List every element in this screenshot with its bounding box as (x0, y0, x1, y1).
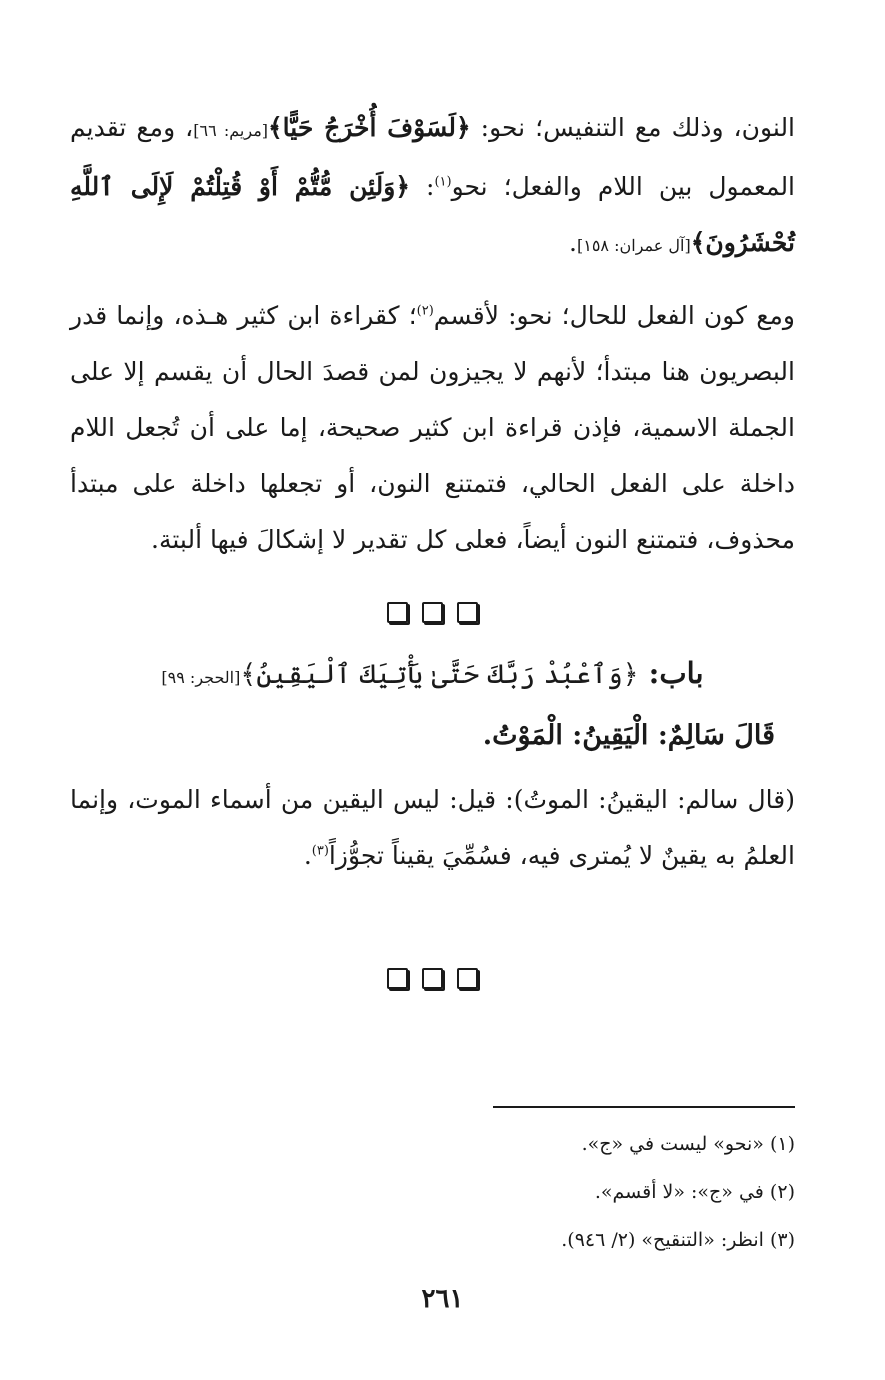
verse-reference: [الحجر: ٩٩] (161, 668, 241, 687)
footnote-divider (493, 1106, 795, 1108)
footnote-3: (٣) انظر: «التنقيح» (٢/ ٩٤٦). (561, 1229, 795, 1251)
hadith-text: قَالَ سَالِمٌ: الْيَقِينُ: الْمَوْتُ. (482, 720, 775, 751)
text-run: (قال سالم: اليقينُ: الموتُ): قيل: ليس اليقين من أسماء الموت، وإنما العلمُ به يقينٌ لا يُمترى فيه، فسُمِّيَ يقيناً تجوُّزاً (70, 785, 795, 870)
square-ornament-icon (387, 602, 408, 623)
square-ornament-icon (457, 602, 478, 623)
text-run: . (569, 228, 577, 257)
paragraph-1 (70, 100, 795, 274)
text-run: : (410, 172, 435, 201)
footnotes (70, 1120, 795, 1264)
footnote-marker[interactable]: (١) (434, 174, 452, 190)
chapter-verse: ﴿وَٱعْبُدْ رَبَّكَ حَتَّىٰ يَأْتِيَكَ ٱلْيَقِينُ﴾ (240, 659, 639, 690)
commentary-paragraph (70, 772, 795, 884)
text-run: النون، وذلك مع التنفيس؛ نحو: (470, 113, 796, 142)
square-ornament-icon (387, 968, 408, 989)
page-number: ٢٦١ (421, 1284, 464, 1314)
chapter-label: باب: (638, 656, 704, 690)
footnote-marker[interactable]: (٢) (416, 303, 434, 319)
square-ornament-icon (457, 968, 478, 989)
square-ornament-icon (422, 968, 443, 989)
quran-verse: ﴿لَسَوْفَ أُخْرَجُ حَيًّا﴾ (268, 113, 471, 142)
footnote-1: (١) «نحو» ليست في «ج». (581, 1133, 795, 1155)
footnote-marker[interactable]: (٣) (311, 843, 329, 859)
section-separator (70, 602, 795, 623)
verse-reference: [مريم: ٦٦] (193, 121, 269, 140)
text-run: ، ومع تقديم المعمول بين اللام والفعل؛ نحو (70, 113, 796, 201)
text-run: . (303, 841, 312, 870)
chapter-heading (70, 643, 795, 708)
quran-verse: ﴿وَلَئِن مُّتُّمْ أَوْ قُتِلْتُمْ لَإِلَى ٱللَّهِ تُحْشَرُونَ﴾ (70, 172, 795, 257)
text-run: ومع كون الفعل للحال؛ نحو: لأقسم (433, 301, 795, 330)
footnote-2: (٢) في «ج»: «لا أقسم». (594, 1181, 795, 1203)
verse-reference: [آل عمران: ١٥٨] (576, 236, 691, 255)
square-ornament-icon (422, 602, 443, 623)
page-body (70, 100, 795, 989)
paragraph-2 (70, 288, 795, 568)
section-separator (70, 968, 795, 989)
text-run: ؛ كقراءة ابن كثير هـذه، وإنما قدر البصريون هنا مبتدأ؛ لأنهم لا يجيزون لمن قصدَ الحال أن يقسم إلا على الجملة الاسمية، فإذن قراءة ابن كثير صحيحة، إما على أن تُجعل اللام داخلة على الفعل الحالي، فتمتنع النون، أو تجعلها داخلة على مبتدأ محذوف، فتمتنع النون أيضاً، فعلى كل تقدير لا إشكالَ فيها ألبتة. (70, 301, 795, 554)
